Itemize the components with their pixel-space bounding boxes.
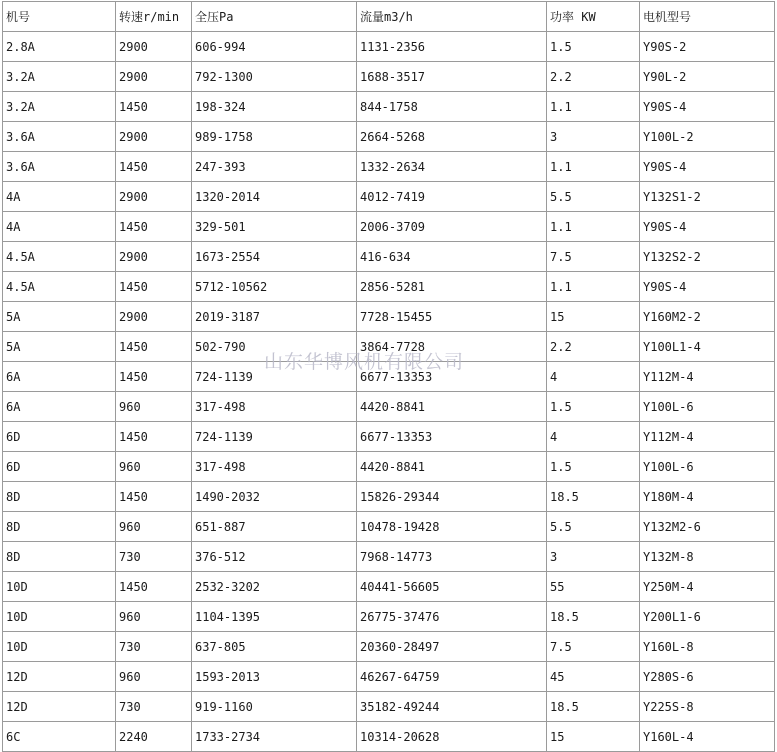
flow-cell: 46267-64759 bbox=[357, 662, 547, 692]
power-cell: 1.1 bbox=[547, 272, 640, 302]
pressure-cell: 1593-2013 bbox=[192, 662, 357, 692]
header-cell-power: 功率 KW bbox=[547, 2, 640, 32]
power-cell: 1.5 bbox=[547, 32, 640, 62]
motor-cell: Y90S-4 bbox=[640, 212, 775, 242]
motor-cell: Y112M-4 bbox=[640, 362, 775, 392]
flow-cell: 1688-3517 bbox=[357, 62, 547, 92]
pressure-cell: 606-994 bbox=[192, 32, 357, 62]
pressure-cell: 376-512 bbox=[192, 542, 357, 572]
power-cell: 1.5 bbox=[547, 452, 640, 482]
table-row bbox=[3, 422, 775, 452]
flow-cell: 40441-56605 bbox=[357, 572, 547, 602]
speed-cell: 1450 bbox=[116, 422, 192, 452]
pressure-cell: 2019-3187 bbox=[192, 302, 357, 332]
motor-cell: Y132S1-2 bbox=[640, 182, 775, 212]
pressure-cell: 1733-2734 bbox=[192, 722, 357, 752]
fan-spec-table bbox=[2, 1, 775, 752]
table-row bbox=[3, 632, 775, 662]
table-row bbox=[3, 512, 775, 542]
power-cell: 5.5 bbox=[547, 182, 640, 212]
pressure-cell: 1104-1395 bbox=[192, 602, 357, 632]
flow-cell: 1332-2634 bbox=[357, 152, 547, 182]
model-no-cell: 12D bbox=[3, 692, 116, 722]
model-no-cell: 5A bbox=[3, 302, 116, 332]
motor-cell: Y160M2-2 bbox=[640, 302, 775, 332]
pressure-cell: 329-501 bbox=[192, 212, 357, 242]
pressure-cell: 2532-3202 bbox=[192, 572, 357, 602]
model-no-cell: 8D bbox=[3, 512, 116, 542]
pressure-cell: 724-1139 bbox=[192, 422, 357, 452]
pressure-cell: 1673-2554 bbox=[192, 242, 357, 272]
speed-cell: 730 bbox=[116, 542, 192, 572]
header-cell-pressure: 全压Pa bbox=[192, 2, 357, 32]
pressure-cell: 724-1139 bbox=[192, 362, 357, 392]
motor-cell: Y160L-4 bbox=[640, 722, 775, 752]
table-row bbox=[3, 722, 775, 752]
header-cell-speed: 转速r/min bbox=[116, 2, 192, 32]
company-watermark: 山东华博风机有限公司 bbox=[264, 351, 465, 373]
header-cell-flow: 流量m3/h bbox=[357, 2, 547, 32]
flow-cell: 3864-7728 bbox=[357, 332, 547, 362]
table-row bbox=[3, 182, 775, 212]
motor-cell: Y250M-4 bbox=[640, 572, 775, 602]
power-cell: 3 bbox=[547, 542, 640, 572]
power-cell: 7.5 bbox=[547, 242, 640, 272]
table-row bbox=[3, 692, 775, 722]
pressure-cell: 792-1300 bbox=[192, 62, 357, 92]
flow-cell: 15826-29344 bbox=[357, 482, 547, 512]
speed-cell: 2900 bbox=[116, 182, 192, 212]
model-no-cell: 6A bbox=[3, 362, 116, 392]
power-cell: 3 bbox=[547, 122, 640, 152]
flow-cell: 6677-13353 bbox=[357, 362, 547, 392]
flow-cell: 7968-14773 bbox=[357, 542, 547, 572]
table-row bbox=[3, 212, 775, 242]
motor-cell: Y112M-4 bbox=[640, 422, 775, 452]
power-cell: 4 bbox=[547, 362, 640, 392]
header-cell-model-no: 机号 bbox=[3, 2, 116, 32]
pressure-cell: 919-1160 bbox=[192, 692, 357, 722]
model-no-cell: 12D bbox=[3, 662, 116, 692]
power-cell: 18.5 bbox=[547, 602, 640, 632]
model-no-cell: 10D bbox=[3, 602, 116, 632]
table-row bbox=[3, 662, 775, 692]
speed-cell: 960 bbox=[116, 602, 192, 632]
table-row bbox=[3, 602, 775, 632]
model-no-cell: 6C bbox=[3, 722, 116, 752]
power-cell: 15 bbox=[547, 302, 640, 332]
model-no-cell: 3.6A bbox=[3, 152, 116, 182]
speed-cell: 2900 bbox=[116, 32, 192, 62]
pressure-cell: 989-1758 bbox=[192, 122, 357, 152]
power-cell: 2.2 bbox=[547, 62, 640, 92]
speed-cell: 960 bbox=[116, 662, 192, 692]
speed-cell: 1450 bbox=[116, 272, 192, 302]
pressure-cell: 5712-10562 bbox=[192, 272, 357, 302]
power-cell: 1.5 bbox=[547, 392, 640, 422]
flow-cell: 7728-15455 bbox=[357, 302, 547, 332]
model-no-cell: 3.2A bbox=[3, 62, 116, 92]
table-row bbox=[3, 572, 775, 602]
model-no-cell: 4A bbox=[3, 182, 116, 212]
model-no-cell: 4.5A bbox=[3, 272, 116, 302]
power-cell: 18.5 bbox=[547, 482, 640, 512]
power-cell: 5.5 bbox=[547, 512, 640, 542]
table-row bbox=[3, 152, 775, 182]
flow-cell: 35182-49244 bbox=[357, 692, 547, 722]
motor-cell: Y90S-4 bbox=[640, 92, 775, 122]
flow-cell: 1131-2356 bbox=[357, 32, 547, 62]
table-row bbox=[3, 452, 775, 482]
table-row bbox=[3, 122, 775, 152]
pressure-cell: 637-805 bbox=[192, 632, 357, 662]
motor-cell: Y280S-6 bbox=[640, 662, 775, 692]
power-cell: 15 bbox=[547, 722, 640, 752]
motor-cell: Y90S-4 bbox=[640, 152, 775, 182]
speed-cell: 960 bbox=[116, 392, 192, 422]
table-row bbox=[3, 32, 775, 62]
model-no-cell: 5A bbox=[3, 332, 116, 362]
model-no-cell: 4.5A bbox=[3, 242, 116, 272]
model-no-cell: 2.8A bbox=[3, 32, 116, 62]
speed-cell: 2240 bbox=[116, 722, 192, 752]
power-cell: 2.2 bbox=[547, 332, 640, 362]
power-cell: 1.1 bbox=[547, 92, 640, 122]
flow-cell: 2856-5281 bbox=[357, 272, 547, 302]
model-no-cell: 8D bbox=[3, 482, 116, 512]
speed-cell: 1450 bbox=[116, 152, 192, 182]
speed-cell: 2900 bbox=[116, 122, 192, 152]
flow-cell: 4420-8841 bbox=[357, 392, 547, 422]
speed-cell: 960 bbox=[116, 452, 192, 482]
pressure-cell: 1320-2014 bbox=[192, 182, 357, 212]
flow-cell: 2664-5268 bbox=[357, 122, 547, 152]
speed-cell: 1450 bbox=[116, 332, 192, 362]
table-row bbox=[3, 62, 775, 92]
model-no-cell: 4A bbox=[3, 212, 116, 242]
speed-cell: 1450 bbox=[116, 362, 192, 392]
power-cell: 55 bbox=[547, 572, 640, 602]
power-cell: 1.1 bbox=[547, 152, 640, 182]
table-row bbox=[3, 302, 775, 332]
model-no-cell: 10D bbox=[3, 572, 116, 602]
speed-cell: 1450 bbox=[116, 572, 192, 602]
table-row bbox=[3, 92, 775, 122]
flow-cell: 4012-7419 bbox=[357, 182, 547, 212]
motor-cell: Y132M-8 bbox=[640, 542, 775, 572]
power-cell: 45 bbox=[547, 662, 640, 692]
table-row bbox=[3, 362, 775, 392]
pressure-cell: 1490-2032 bbox=[192, 482, 357, 512]
motor-cell: Y132S2-2 bbox=[640, 242, 775, 272]
table-row bbox=[3, 242, 775, 272]
model-no-cell: 3.2A bbox=[3, 92, 116, 122]
model-no-cell: 6D bbox=[3, 452, 116, 482]
speed-cell: 2900 bbox=[116, 242, 192, 272]
table-row bbox=[3, 542, 775, 572]
speed-cell: 730 bbox=[116, 632, 192, 662]
table-row bbox=[3, 332, 775, 362]
motor-cell: Y180M-4 bbox=[640, 482, 775, 512]
speed-cell: 1450 bbox=[116, 212, 192, 242]
pressure-cell: 198-324 bbox=[192, 92, 357, 122]
table-row bbox=[3, 392, 775, 422]
pressure-cell: 317-498 bbox=[192, 392, 357, 422]
motor-cell: Y200L1-6 bbox=[640, 602, 775, 632]
motor-cell: Y160L-8 bbox=[640, 632, 775, 662]
speed-cell: 1450 bbox=[116, 92, 192, 122]
motor-cell: Y90L-2 bbox=[640, 62, 775, 92]
pressure-cell: 247-393 bbox=[192, 152, 357, 182]
flow-cell: 416-634 bbox=[357, 242, 547, 272]
flow-cell: 26775-37476 bbox=[357, 602, 547, 632]
motor-cell: Y100L1-4 bbox=[640, 332, 775, 362]
flow-cell: 844-1758 bbox=[357, 92, 547, 122]
model-no-cell: 8D bbox=[3, 542, 116, 572]
power-cell: 18.5 bbox=[547, 692, 640, 722]
power-cell: 1.1 bbox=[547, 212, 640, 242]
motor-cell: Y100L-2 bbox=[640, 122, 775, 152]
motor-cell: Y100L-6 bbox=[640, 452, 775, 482]
flow-cell: 10478-19428 bbox=[357, 512, 547, 542]
speed-cell: 2900 bbox=[116, 62, 192, 92]
power-cell: 7.5 bbox=[547, 632, 640, 662]
pressure-cell: 651-887 bbox=[192, 512, 357, 542]
model-no-cell: 6D bbox=[3, 422, 116, 452]
flow-cell: 2006-3709 bbox=[357, 212, 547, 242]
flow-cell: 4420-8841 bbox=[357, 452, 547, 482]
header-cell-motor: 电机型号 bbox=[640, 2, 775, 32]
pressure-cell: 502-790 bbox=[192, 332, 357, 362]
motor-cell: Y100L-6 bbox=[640, 392, 775, 422]
table-row bbox=[3, 482, 775, 512]
table-row bbox=[3, 272, 775, 302]
flow-cell: 6677-13353 bbox=[357, 422, 547, 452]
speed-cell: 960 bbox=[116, 512, 192, 542]
speed-cell: 1450 bbox=[116, 482, 192, 512]
pressure-cell: 317-498 bbox=[192, 452, 357, 482]
header-row bbox=[3, 2, 775, 32]
flow-cell: 20360-28497 bbox=[357, 632, 547, 662]
speed-cell: 730 bbox=[116, 692, 192, 722]
model-no-cell: 3.6A bbox=[3, 122, 116, 152]
model-no-cell: 10D bbox=[3, 632, 116, 662]
motor-cell: Y90S-2 bbox=[640, 32, 775, 62]
motor-cell: Y132M2-6 bbox=[640, 512, 775, 542]
motor-cell: Y225S-8 bbox=[640, 692, 775, 722]
power-cell: 4 bbox=[547, 422, 640, 452]
flow-cell: 10314-20628 bbox=[357, 722, 547, 752]
motor-cell: Y90S-4 bbox=[640, 272, 775, 302]
speed-cell: 2900 bbox=[116, 302, 192, 332]
model-no-cell: 6A bbox=[3, 392, 116, 422]
